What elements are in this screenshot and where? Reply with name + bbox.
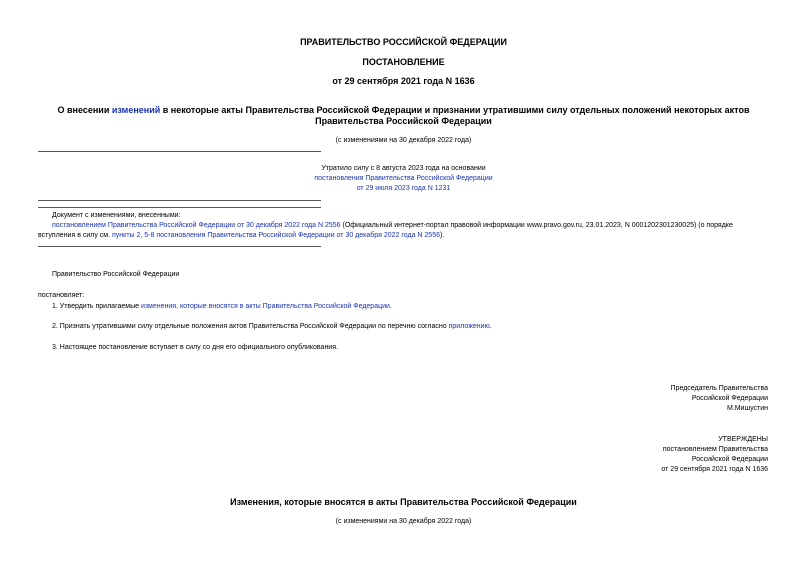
changes-line2 — [38, 232, 444, 239]
changes-line1 — [52, 222, 768, 229]
changes-text1: (Официальный интернет-портал правовой информации www.pravo.gov.ru, 23.01.2023, N 0001202301230025) (о порядке — [340, 222, 733, 229]
changes-text2: вступления в силу см. — [38, 232, 113, 239]
divider — [38, 246, 321, 247]
title-changes-link[interactable]: изменений — [111, 105, 161, 115]
lost-force-link[interactable]: постановления Правительства Российской Федерации — [314, 175, 493, 182]
lost-force-line1: Утратило силу с 8 августа 2023 года на основании — [321, 165, 486, 172]
lost-force-link-date[interactable]: от 29 июля 2023 года N 1231 — [356, 185, 451, 192]
signature-name: М.Мишустин — [726, 405, 768, 412]
annex-revision-note: (с изменениями на 30 декабря 2022 года) — [335, 518, 472, 525]
item-1-end: . — [389, 303, 392, 310]
changes-text3: ). — [439, 232, 445, 239]
document-type: ПОСТАНОВЛЕНИЕ — [362, 57, 445, 67]
divider — [38, 151, 321, 152]
title-part2: в некоторые акты Правительства Российской Федерации и признании утратившими силу отдельных положений некоторых актов — [160, 105, 750, 115]
item-3: 3. Настоящее постановление вступает в силу со дня его официального опубликования. — [52, 344, 338, 351]
document-title — [0, 105, 807, 115]
item-1 — [52, 303, 392, 310]
signature-title: Председатель Правительства — [670, 385, 768, 392]
body-government: Правительство Российской Федерации — [52, 271, 180, 278]
approved-line4: от 29 сентября 2021 года N 1636 — [661, 466, 768, 473]
title-part1: О внесении — [57, 105, 112, 115]
item-2-text: 2. Признать утратившими силу отдельные положения актов Правительства Российской Федерации по перечню согласно — [52, 323, 449, 330]
divider — [38, 207, 321, 208]
revision-note: (с изменениями на 30 декабря 2022 года) — [335, 137, 472, 144]
approved-heading: УТВЕРЖДЕНЫ — [718, 436, 768, 443]
item-2-end: . — [489, 323, 492, 330]
approved-line2: постановлением Правительства — [662, 446, 768, 453]
changes-decree-link[interactable]: постановлением Правительства Российской Федерации от 30 декабря 2022 года N 2556 — [52, 222, 341, 229]
changes-heading: Документ с изменениями, внесенными: — [52, 212, 181, 219]
item-2-annex-link[interactable]: приложению — [448, 323, 490, 330]
changes-points-link[interactable]: пункты 2, 5-8 постановления Правительства Российской Федерации от 30 декабря 2022 года N 2556 — [112, 232, 440, 239]
government-heading: ПРАВИТЕЛЬСТВО РОССИЙСКОЙ ФЕДЕРАЦИИ — [300, 37, 507, 47]
divider — [38, 200, 321, 201]
document-date-number: от 29 сентября 2021 года N 1636 — [332, 76, 475, 86]
document-title-line2: Правительства Российской Федерации — [315, 116, 492, 126]
item-1-text: 1. Утвердить прилагаемые — [52, 303, 141, 310]
body-resolves: постановляет: — [38, 292, 85, 299]
signature-country: Российской Федерации — [691, 395, 768, 402]
item-1-link[interactable]: изменения, которые вносятся в акты Правительства Российской Федерации — [140, 303, 390, 310]
approved-line3: Российской Федерации — [691, 456, 768, 463]
item-2 — [52, 323, 492, 330]
annex-title: Изменения, которые вносятся в акты Правительства Российской Федерации — [230, 497, 577, 507]
